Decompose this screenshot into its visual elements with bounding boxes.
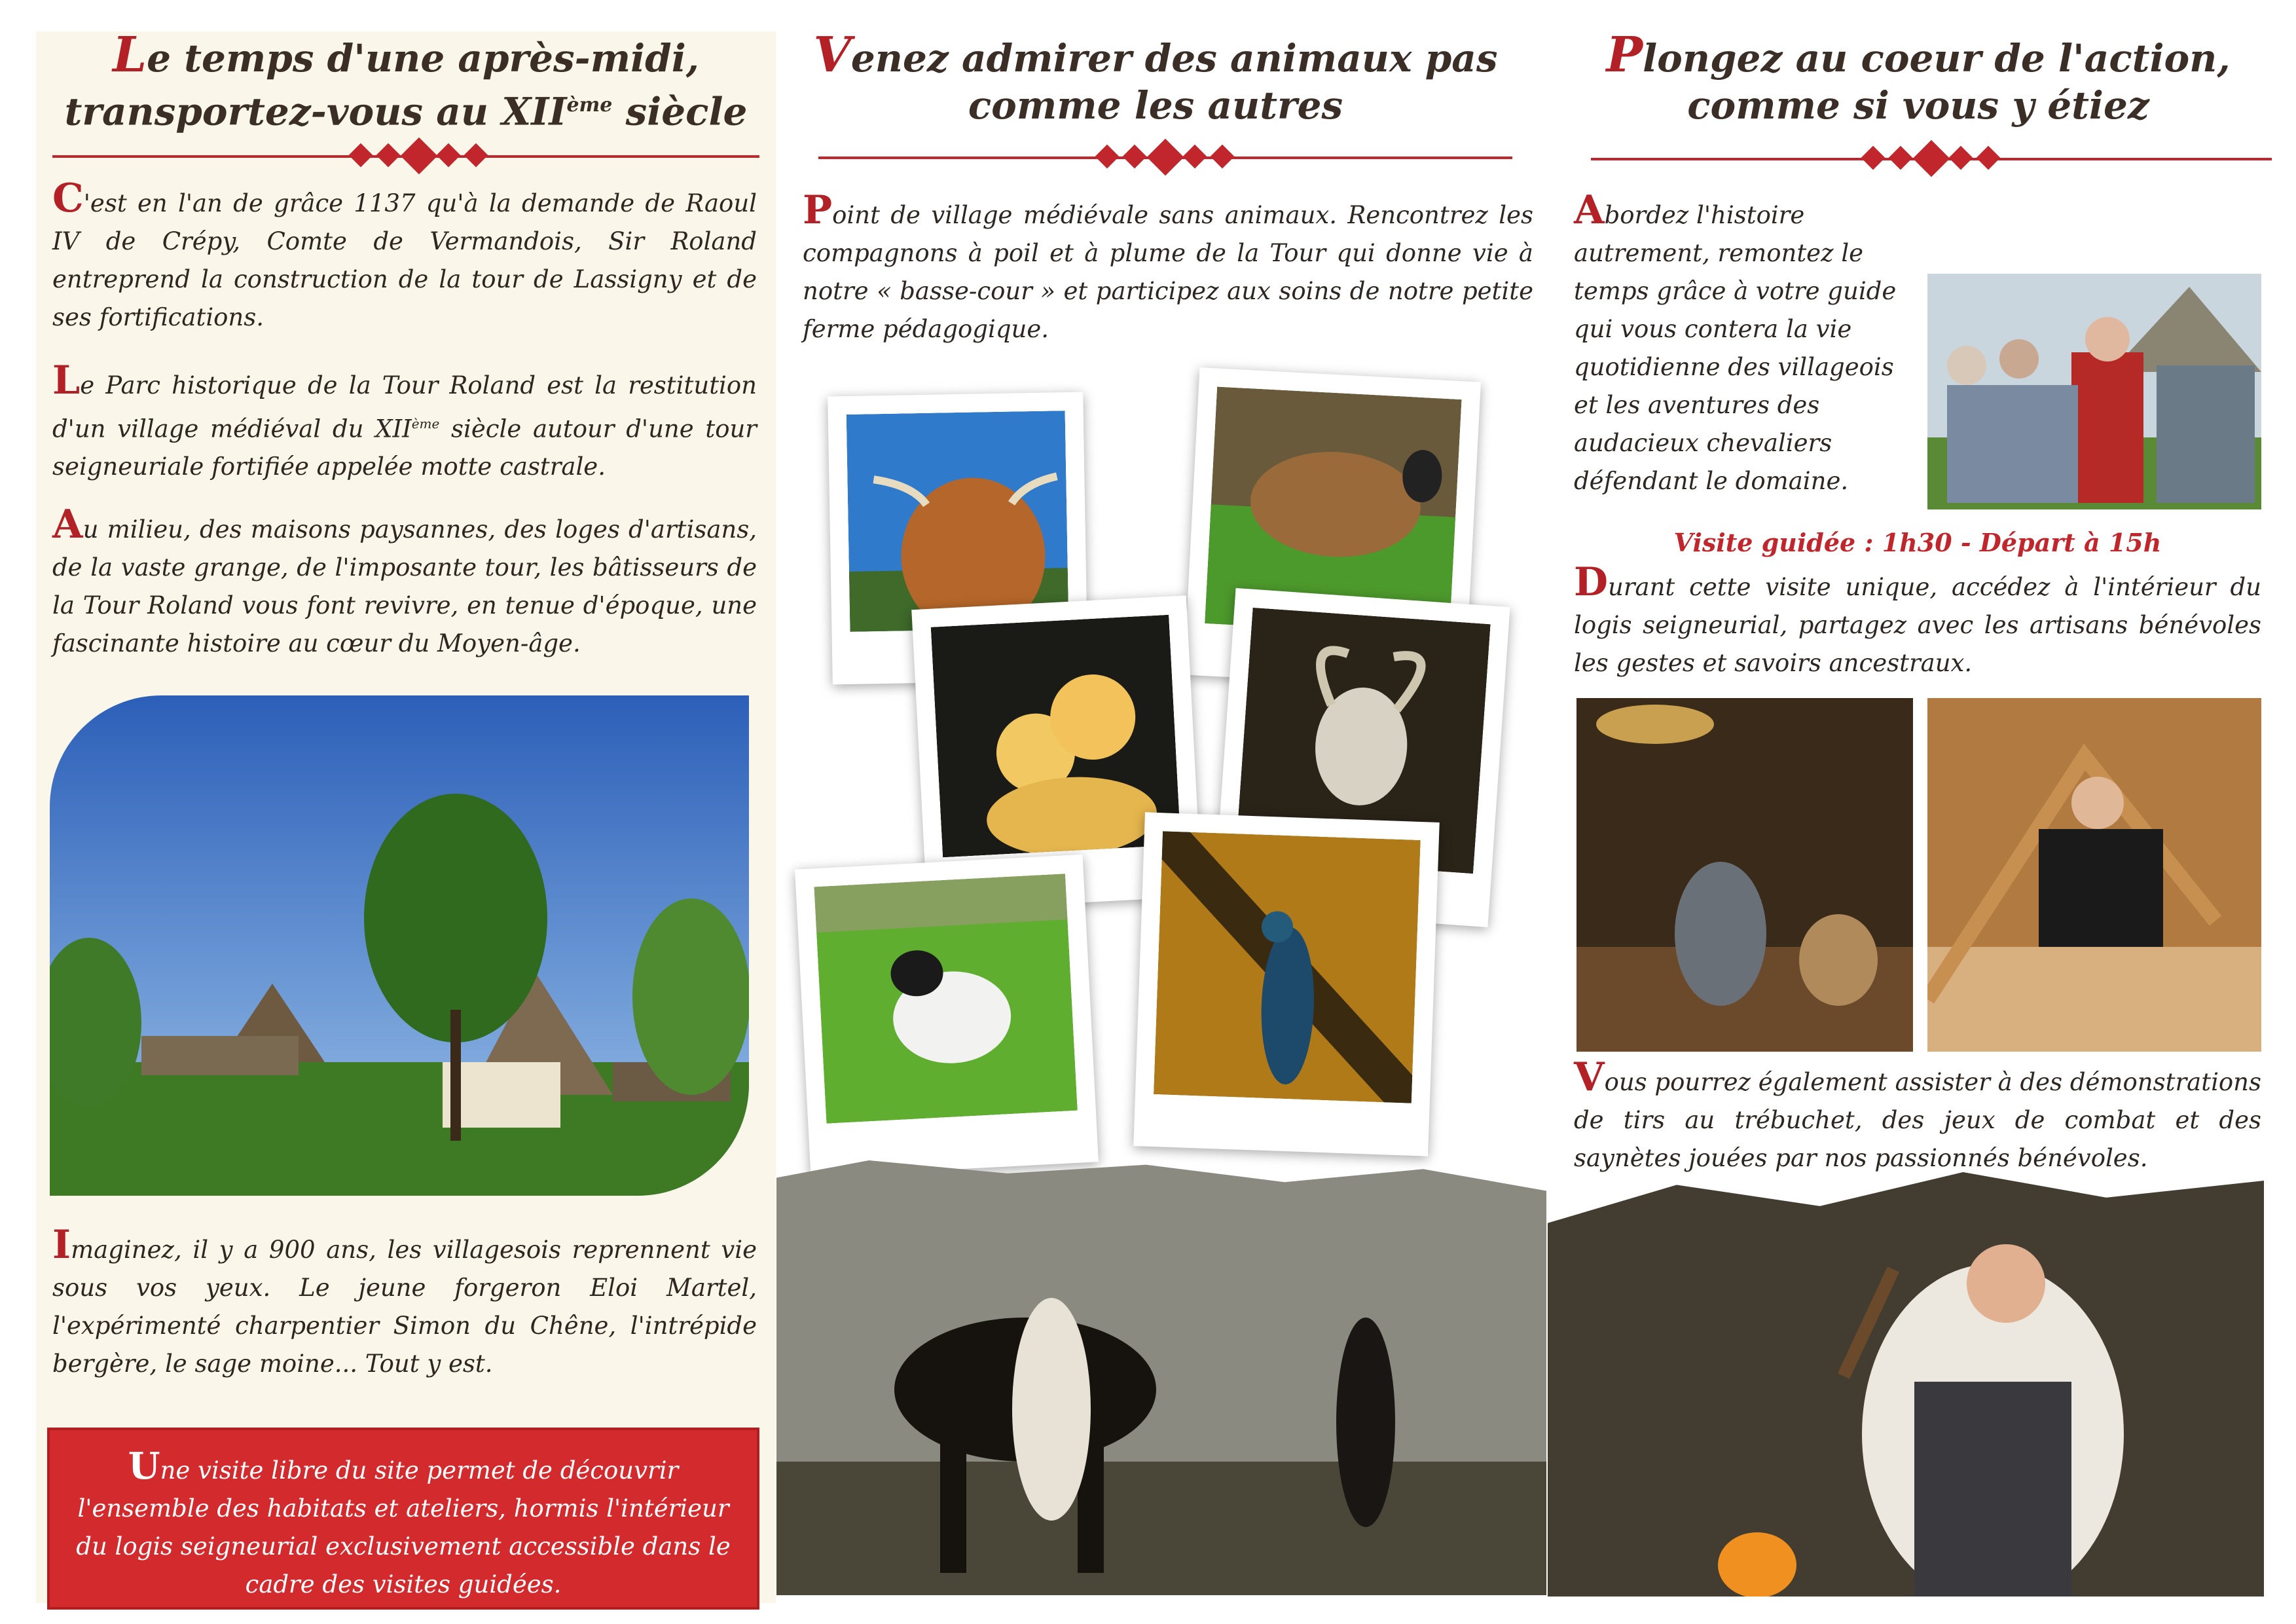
left-paragraph-2: Le Parc historique de la Tour Roland est la restitution d'un village médiéval du XIIème siècle autour d'une tour seigneuriale fortifiée appelée motte castrale. [52, 358, 757, 481]
left-divider [52, 143, 759, 169]
middle-title: Venez admirer des animaux pas comme les autres [813, 27, 1498, 128]
polaroid-lamb [795, 855, 1099, 1177]
left-paragraph-3: Au milieu, des maisons paysannes, des loges d'artisans, de la vaste grange, de l'imposante tour, les bâtisseurs de la Tour Roland vous font revivre, en tenue d'époque, une fascinante histoire au cœur du Moyen-âge. [52, 502, 757, 657]
middle-paragraph-1: Point de village médiévale sans animaux. Rencontrez les compagnons à poil et à plume de la Tour qui donne vie à notre « basse-cour » et participez aux soins de notre petite ferme pédagogique. [803, 187, 1533, 343]
horse-photo [776, 1160, 1546, 1595]
right-title: Plongez au coeur de l'action, comme si vous y étiez [1606, 27, 2231, 128]
right-paragraph-1: Abordez l'histoire autrement, remontez le temps grâce à votre guide qui vous contera la vie quotidienne des villageois et les aventures des audacieux chevaliers défendant le domaine. [1574, 187, 1897, 495]
guide-photo [1927, 274, 2261, 509]
pottery-photo [1576, 698, 1913, 1052]
right-paragraph-2: Durant cette visite unique, accédez à l'intérieur du logis seigneurial, partagez avec les artisans bénévoles les gestes et savoirs ancestraux. [1574, 559, 2261, 677]
village-photo [50, 695, 749, 1196]
guided-visit-info: Visite guidée : 1h30 - Départ à 15h [1673, 528, 2162, 557]
polaroid-peacock [1133, 812, 1440, 1156]
right-paragraph-3: Vous pourrez également assister à des démonstrations de tirs au trébuchet, des jeux de combat et des saynètes jouées par nos passionnés bénévoles. [1574, 1054, 2261, 1172]
left-paragraph-4: Imaginez, il y a 900 ans, les villagesois reprennent vie sous vos yeux. Le jeune forgeron Eloi Martel, l'expérimenté charpentier Simon du Chêne, l'intrépide bergère, le sage moine... Tout y est. [52, 1222, 757, 1378]
carpenter-photo [1927, 698, 2261, 1052]
free-visit-box [47, 1428, 759, 1610]
blacksmith-photo [1548, 1172, 2264, 1596]
right-divider [1591, 145, 2272, 172]
left-title: Le temps d'une après-midi, transportez-vous au XIIème siècle [64, 27, 748, 134]
left-paragraph-1: C'est en l'an de grâce 1137 qu'à la demande de Raoul IV de Crépy, Comte de Vermandois, Sir Roland entreprend la construction de la tour de Lassigny et de ses fortifications. [52, 175, 757, 331]
middle-divider [818, 144, 1512, 170]
free-visit-text: Une visite libre du site permet de découvrir l'ensemble des habitats et ateliers, hormis l'intérieur du logis seigneurial exclusivement accessible dans le cadre des visites guidées. [76, 1445, 731, 1598]
